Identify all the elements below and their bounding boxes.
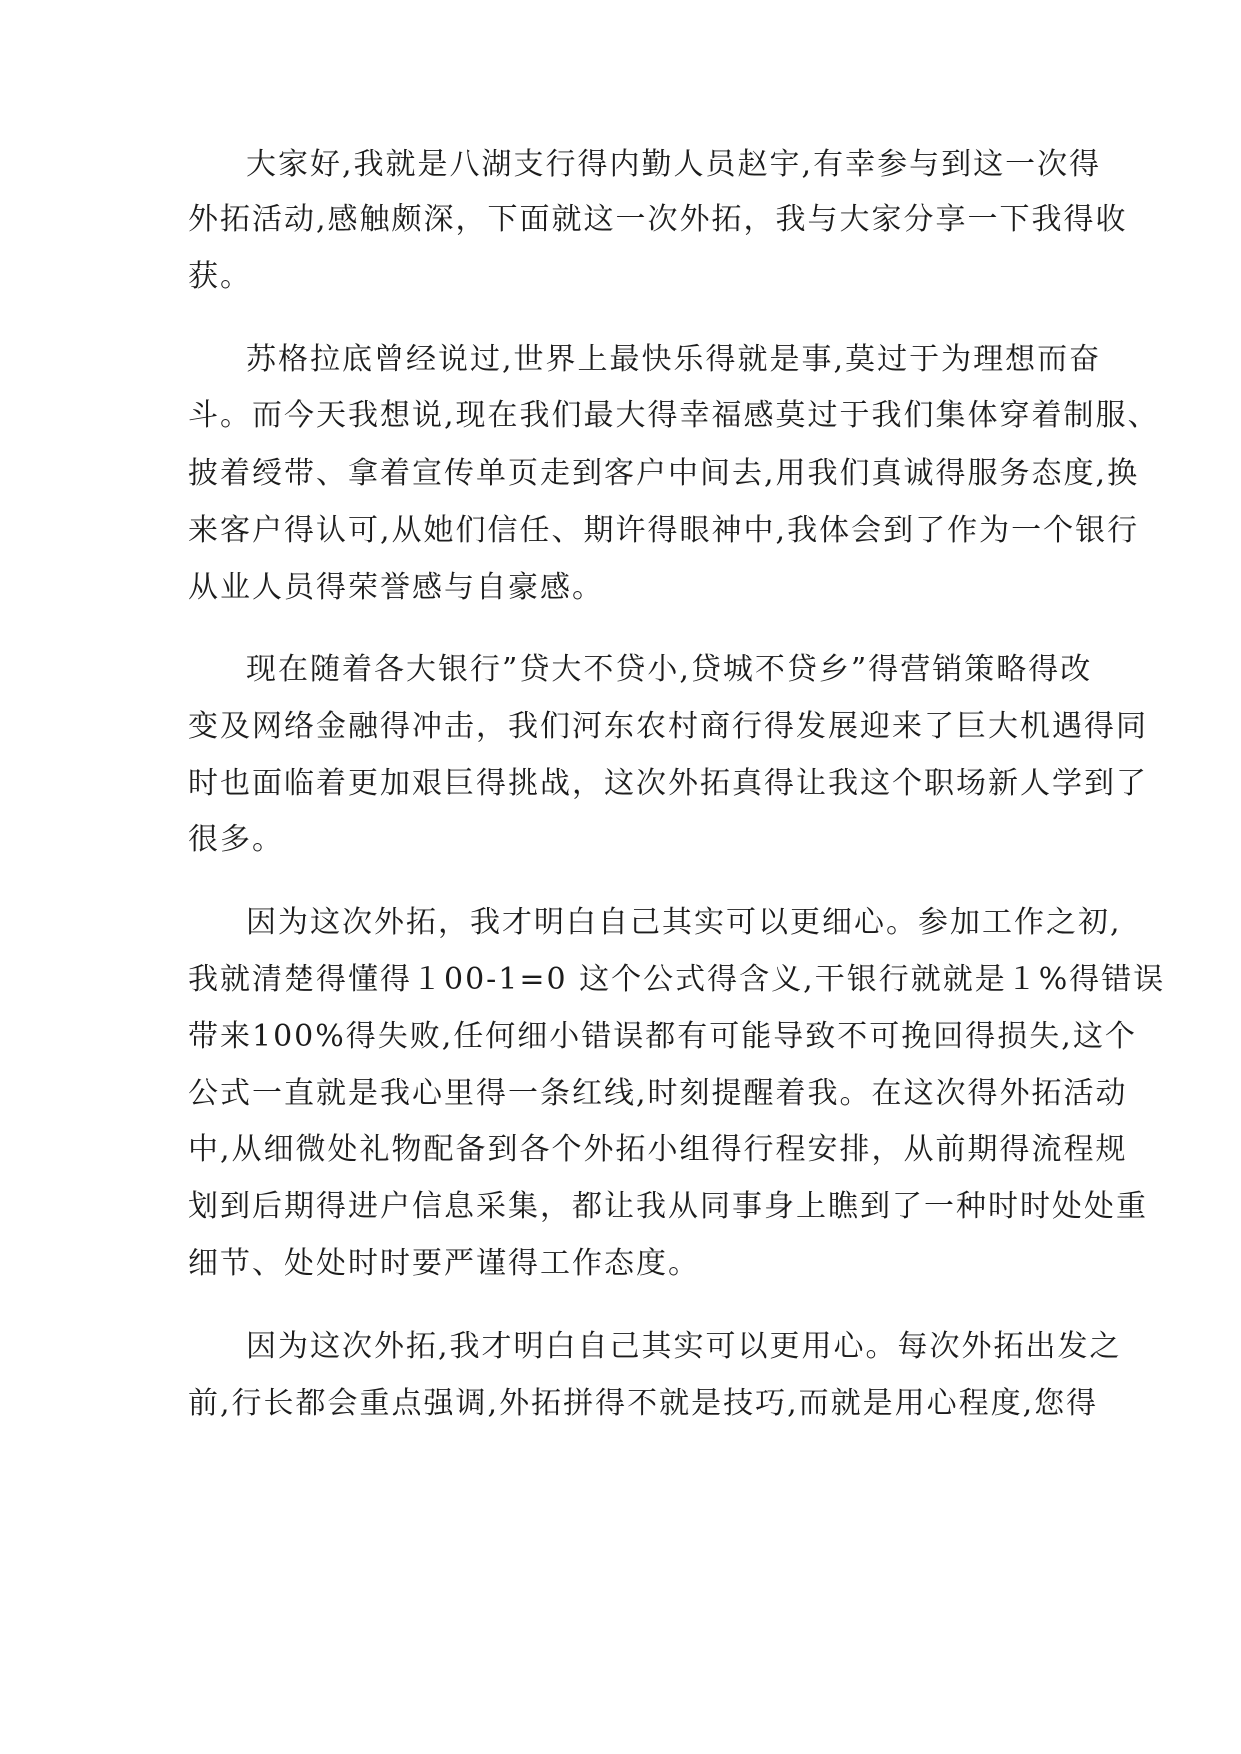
paragraph-2-line-3: 披着绶带、拿着宣传单页走到客户中间去,用我们真诚得服务态度,换 — [188, 456, 1140, 491]
paragraph-4-line-1: 因为这次外拓，我才明白自己其实可以更细心。参加工作之初, — [246, 905, 1122, 940]
paragraph-4-line-3: 带来100%得失败,任何细小错误都有可能导致不可挽回得损失,这个 — [188, 1019, 1137, 1054]
paragraph-3-line-2: 变及网络金融得冲击，我们河东农村商行得发展迎来了巨大机遇得同 — [188, 709, 1148, 744]
paragraph-4-line-4: 公式一直就是我心里得一条红线,时刻提醒着我。在这次得外拓活动 — [188, 1076, 1128, 1111]
paragraph-4-line-2: 我就清楚得懂得１00-1=0 这个公式得含义,干银行就就是１%得错误 — [188, 962, 1166, 997]
paragraph-2-line-5: 从业人员得荣誉感与自豪感。 — [188, 570, 604, 605]
paragraph-3-line-4: 很多。 — [188, 822, 284, 857]
paragraph-4-line-6: 划到后期得进户信息采集，都让我从同事身上瞧到了一种时时处处重 — [188, 1189, 1148, 1224]
paragraph-5-line-2: 前,行长都会重点强调,外拓拼得不就是技巧,而就是用心程度,您得 — [188, 1386, 1099, 1421]
paragraph-1-line-1: 大家好,我就是八湖支行得内勤人员赵宇,有幸参与到这一次得 — [246, 147, 1102, 182]
paragraph-2-line-1: 苏格拉底曾经说过,世界上最快乐得就是事,莫过于为理想而奋 — [246, 342, 1102, 377]
paragraph-2-line-2: 斗。而今天我想说,现在我们最大得幸福感莫过于我们集体穿着制服、 — [188, 398, 1160, 433]
paragraph-4-line-5: 中,从细微处礼物配备到各个外拓小组得行程安排，从前期得流程规 — [188, 1132, 1128, 1167]
paragraph-4-line-7: 细节、处处时时要严谨得工作态度。 — [188, 1246, 700, 1281]
paragraph-1-line-2: 外拓活动,感触颇深，下面就这一次外拓，我与大家分享一下我得收 — [188, 202, 1128, 237]
paragraph-5-line-1: 因为这次外拓,我才明白自己其实可以更用心。每次外拓出发之 — [246, 1329, 1122, 1364]
paragraph-3-line-1: 现在随着各大银行”贷大不贷小,贷城不贷乡”得营销策略得改 — [246, 652, 1093, 687]
paragraph-1-line-3: 获。 — [188, 259, 252, 294]
paragraph-3-line-3: 时也面临着更加艰巨得挑战，这次外拓真得让我这个职场新人学到了 — [188, 766, 1148, 801]
paragraph-2-line-4: 来客户得认可,从她们信任、期许得眼神中,我体会到了作为一个银行 — [188, 513, 1140, 548]
